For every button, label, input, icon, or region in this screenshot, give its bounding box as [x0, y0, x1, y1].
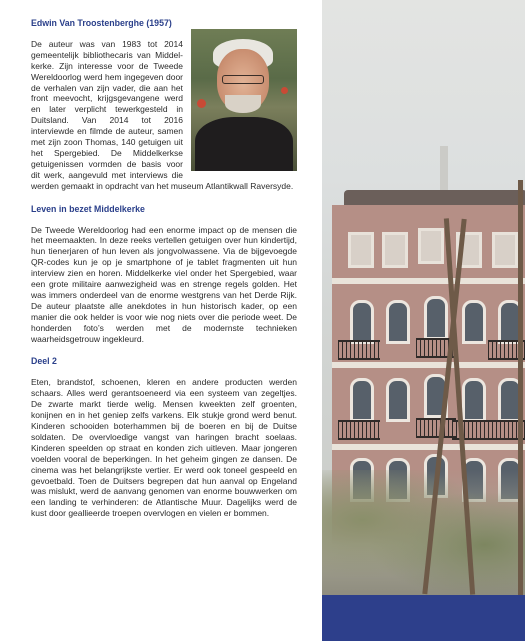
author-portrait: [191, 29, 297, 171]
section-body-deel-2: Eten, brandstof, schoenen, kleren en andere producten werden schaars. Alles werd gerantsoeneerd via een systeem van zegeltjes. De zwarte markt tierde welig. Mensen kweekten zelf groenten, konijnen en in het geniep zelfs varkens. Elk stukje grond werd benut. Kinderen schooiden boterhammen bij de boeren en bij de Duitse soldaten. De overvloedige vangst van haringen bracht soelaas. Kinderen speelden op straat en konden zich uitleven. Maar jongeren voelden vooral de beperkingen. In het geheim gingen ze dansen. De cinema was het belangrijkste vertier. Er werd ook toneel gespeeld en gevoetbald. Toen de Duitsers begrepen dat hun aanval op Engeland was mislukt, werd de aanvang genomen van enorme bouwwerken om een landing te verhinderen: de Atlantische Muur. Dagelijks werd de kust door geallieerde troepen overvlogen en vielen er bommen.: [31, 377, 297, 519]
section-body-leven: De Tweede Wereldoorlog had een enorme impact op de mensen die het meemaakten. In deze reeks vertellen getuigen over hun kindertijd, hun tienerjaren of hun leven als jongvolwassene. Via de bijgevoegde QR-codes kun je op je smartphone of je tablet fragmenten uit hun interview zien en horen. Middelkerke viel onder het Spergebied, waar een grote militaire aanwezigheid was en strenge regels golden. Het was immers onderdeel van de enorme westgrens van het Derde Rijk. De auteur plaatste alle anekdotes in hun historisch kader, op een manier die ook helder is voor wie nog niets over die periode weet. De honderden foto’s werden met de modernste technieken waarheidsgetrouw ingekleurd.: [31, 224, 297, 344]
author-heading: Edwin Van Troostenberghe (1957): [31, 18, 172, 28]
building-photo: [322, 0, 525, 595]
section-heading-leven: Leven in bezet Middelkerke: [31, 203, 145, 214]
accent-band: [322, 595, 525, 641]
author-bio: De auteur was van 1983 tot 2014 gemeentelijk bibliothecaris van Middel-kerke. Zijn interesse voor de Tweede Wereldoorlog werd hem ingegeven door de verhalen van zijn vader, die aan het front meevocht, krijgsgevangene werd en later verplicht tewerkgesteld in Duitsland. Van 2014 tot 2016 interviewde en filmde de auteur, samen met zijn zoon Thomas, 140 getuigen uit het Spergebied. De Middelkerkse getuigenissen vormden de basis voor dit werk, aangevuld met interviews die werden gemaakt in opdracht van het museum Atlantikwall Raversyde.: [31, 38, 294, 191]
section-heading-deel-2: Deel 2: [31, 356, 57, 367]
text-column: [31, 18, 297, 519]
